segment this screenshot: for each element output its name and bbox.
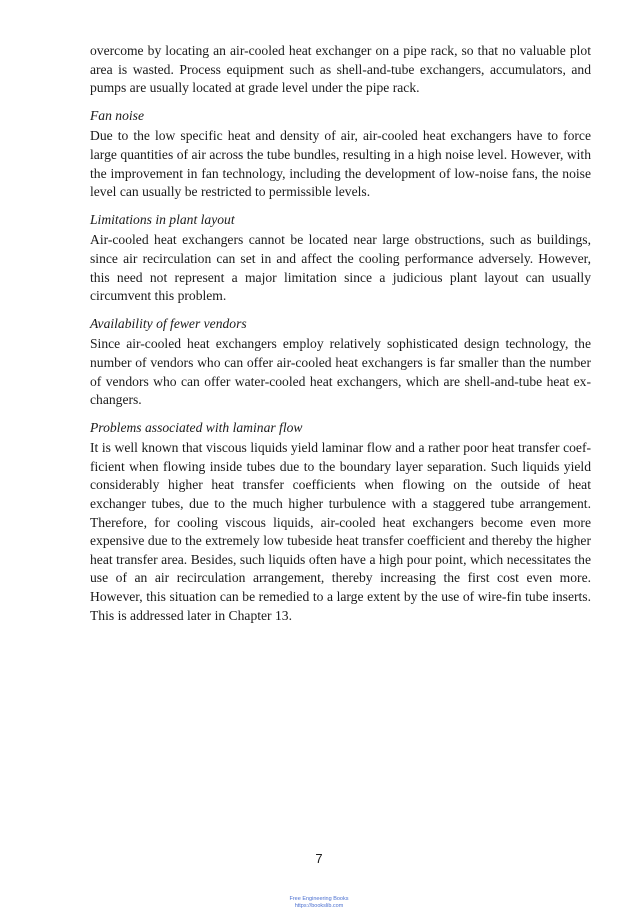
heading-fewer-vendors: Availability of fewer vendors [90,315,247,331]
heading-laminar-flow: Problems associated with laminar flow [90,419,303,435]
page-body [90,42,591,625]
paragraph-plant-layout: Air-cooled heat exchangers cannot be located near large obstructions, such as buildings, since air recirculation can set in and affect the cooling performance adversely. However, this need not represent a major limitation since a judicious plant layout can usually circumvent this problem. [90,232,591,304]
footer-link[interactable]: https://bookslib.com [294,902,344,909]
heading-fan-noise: Fan noise [90,107,144,123]
intro-paragraph: overcome by locating an air-cooled heat exchanger on a pipe rack, so that no valuable plot area is wasted. Process equipment such as shell-and-tube exchangers, accumulators, and pumps are usually located at grade level under the pipe rack. [90,43,591,96]
paragraph-laminar-flow: It is well known that viscous liquids yield laminar flow and a rather poor heat transfer coefficient when flowing inside tubes due to the boundary layer separation. Such liquids yield considerably higher heat transfer coefficients when flowing on the outside of heat exchanger tubes, due to the much higher turbulence with a staggered tube arrangement. Therefore, for cooling viscous liquids, air-cooled heat exchangers become even more expensive due to the extremely low tubeside heat transfer coefficient and thereby the higher heat transfer area. Besides, such liquids often have a high pour point, which necessitates the use of an air recirculation arrangement, thereby increasing the first cost even more. However, this situation can be remedied to a large extent by the use of wire-fin tube inserts. This is addressed later in Chapter 13. [90,440,591,623]
footer [0,896,638,909]
page-number: 7 [315,851,323,866]
paragraph-fan-noise: Due to the low specific heat and density of air, air-cooled heat exchangers have to force large quantities of air across the tube bundles, resulting in a high noise level. However, with the improvement in fan technology, including the development of low-noise fans, the noise level can usually be restricted to permissible levels. [90,128,591,200]
footer-line-1: Free Engineering Books [289,896,349,902]
paragraph-fewer-vendors: Since air-cooled heat exchangers employ relatively sophisticated design technology, the number of vendors who can offer air-cooled heat exchangers is far smaller than the number of vendors who can offer water-cooled heat exchangers, which are shell-and-tube heat exchangers. [90,336,591,408]
heading-plant-layout: Limitations in plant layout [90,211,235,227]
